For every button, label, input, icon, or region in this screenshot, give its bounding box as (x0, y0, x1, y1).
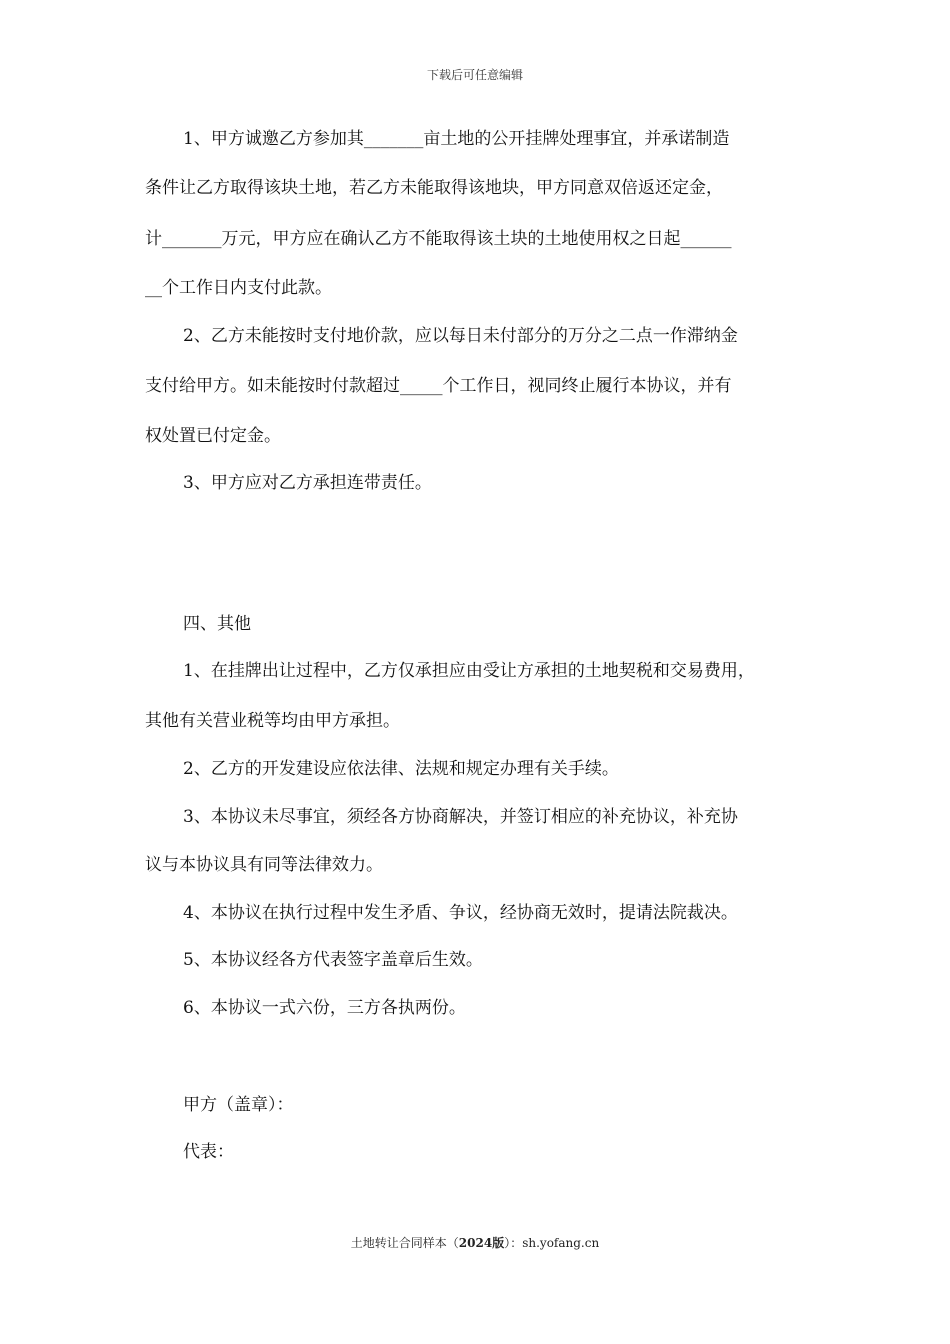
clause-2-line-1: 2、乙方未能按时支付地价款，应以每日未付部分的万分之二点一作滞纳金 (183, 326, 738, 346)
other-item-1-line-1: 1、在挂牌出让过程中，乙方仅承担应由受让方承担的土地契税和交易费用， (183, 661, 755, 681)
page-footer (0, 1234, 950, 1251)
clause-1-line-4: __个工作日内支付此款。 (145, 278, 332, 298)
signature-representative: 代表： (183, 1142, 234, 1162)
page-header-note: 下载后可任意编辑 (426, 68, 523, 82)
footer-edition: 版 (492, 1236, 505, 1250)
clause-3: 3、甲方应对乙方承担连带责任。 (183, 473, 432, 493)
section-title-other: 四、其他 (183, 614, 251, 634)
other-item-6: 6、本协议一式六份，三方各执两份。 (183, 998, 466, 1018)
other-item-2: 2、乙方的开发建设应依法律、法规和规定办理有关手续。 (183, 759, 619, 779)
footer-suffix: ）：sh.yofang.cn (504, 1236, 600, 1250)
clause-1-line-2: 条件让乙方取得该块土地，若乙方未能取得该地块，甲方同意双倍返还定金， (145, 178, 723, 198)
footer-year: 2024 (458, 1236, 493, 1250)
clause-1-line-1: 1、甲方诚邀乙方参加其_______亩土地的公开挂牌处理事宜，并承诺制造 (183, 129, 730, 149)
clause-1-line-3: 计_______万元，甲方应在确认乙方不能取得该土块的土地使用权之日起______ (145, 229, 732, 249)
other-item-1-line-2: 其他有关营业税等均由甲方承担。 (145, 711, 400, 731)
other-item-4: 4、本协议在执行过程中发生矛盾、争议，经协商无效时，提请法院裁决。 (183, 903, 738, 923)
clause-2-line-2: 支付给甲方。如未能按时付款超过_____个工作日，视同终止履行本协议，并有 (145, 376, 732, 396)
clause-2-line-3: 权处置已付定金。 (145, 426, 281, 446)
signature-party-a: 甲方（盖章）： (183, 1095, 294, 1115)
other-item-3-line-1: 3、本协议未尽事宜，须经各方协商解决，并签订相应的补充协议，补充协 (183, 807, 738, 827)
footer-prefix: 土地转让合同样本（ (350, 1236, 459, 1250)
other-item-3-line-2: 议与本协议具有同等法律效力。 (145, 855, 383, 875)
other-item-5: 5、本协议经各方代表签字盖章后生效。 (183, 950, 483, 970)
